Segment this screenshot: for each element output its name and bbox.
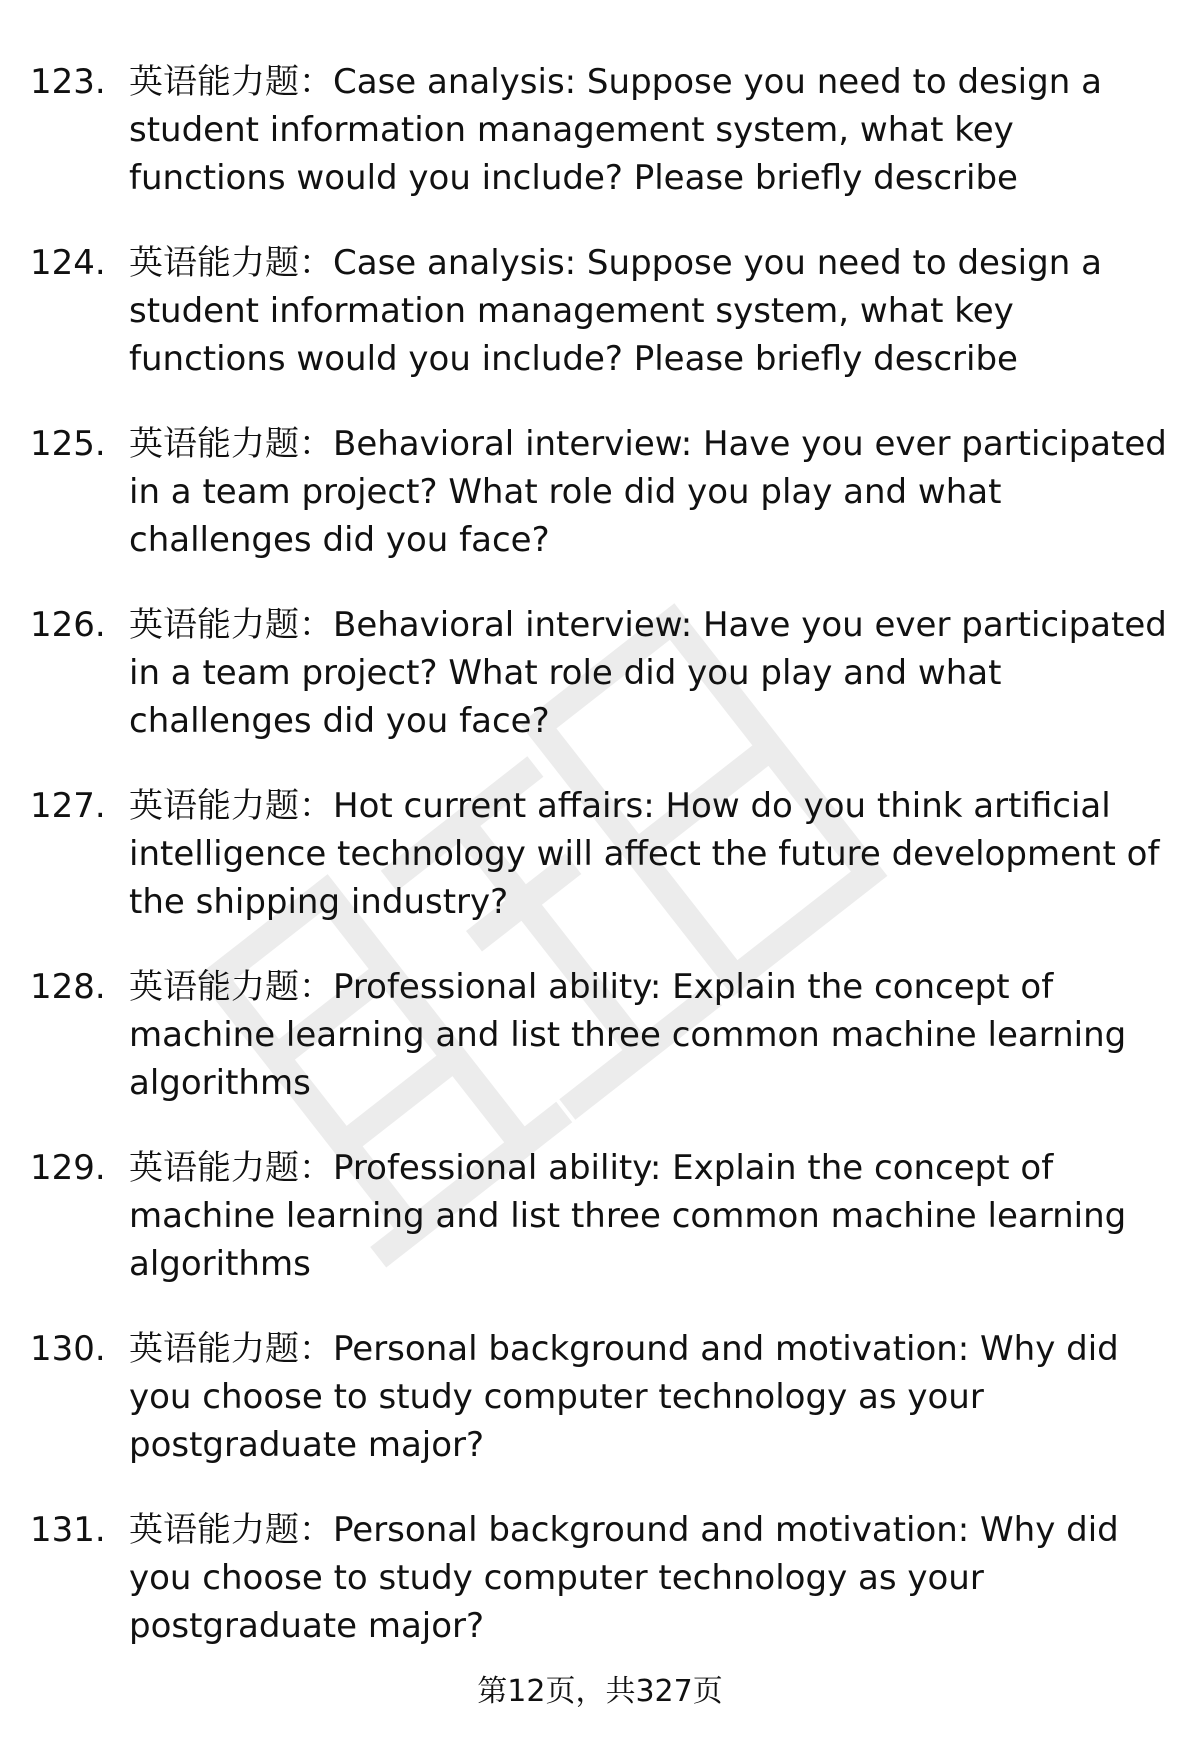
question-item (0, 58, 1200, 239)
question-text: 英语能力题：Hot current affairs: How do you think artificial intelligence technology will affect the future development of the shipping industry? (129, 786, 1160, 922)
question-item (0, 782, 1200, 963)
question-item (0, 601, 1200, 782)
question-number: 124. (30, 243, 106, 283)
question-number: 127. (30, 786, 106, 826)
question-text: 英语能力题：Behavioral interview: Have you ever participated in a team project? What role did you play and what challenges did you face? (129, 424, 1167, 560)
question-item (0, 1506, 1200, 1687)
question-number: 131. (30, 1510, 106, 1550)
question-number: 130. (30, 1329, 106, 1369)
question-item (0, 963, 1200, 1144)
question-list (0, 58, 1200, 1687)
question-number: 128. (30, 967, 106, 1007)
question-number: 129. (30, 1148, 106, 1188)
question-text: 英语能力题：Personal background and motivation: Why did you choose to study computer technology as your postgraduate major? (129, 1510, 1119, 1646)
question-number: 126. (30, 605, 106, 645)
question-item (0, 1325, 1200, 1506)
question-text: 英语能力题：Case analysis: Suppose you need to design a student information management system, what key functions would you include? Please briefly describe (129, 243, 1102, 379)
question-item (0, 420, 1200, 601)
question-text: 英语能力题：Personal background and motivation: Why did you choose to study computer technology as your postgraduate major? (129, 1329, 1119, 1465)
question-text: 英语能力题：Professional ability: Explain the concept of machine learning and list three common machine learning algorithms (129, 1148, 1127, 1284)
question-item (0, 239, 1200, 420)
question-number: 123. (30, 62, 106, 102)
question-text: 英语能力题：Case analysis: Suppose you need to design a student information management system, what key functions would you include? Please briefly describe (129, 62, 1102, 198)
question-number: 125. (30, 424, 106, 464)
question-text: 英语能力题：Behavioral interview: Have you ever participated in a team project? What role did you play and what challenges did you face? (129, 605, 1167, 741)
question-text: 英语能力题：Professional ability: Explain the concept of machine learning and list three common machine learning algorithms (129, 967, 1127, 1103)
page-indicator: 第12页，共327页 (477, 1674, 723, 1709)
question-item (0, 1144, 1200, 1325)
